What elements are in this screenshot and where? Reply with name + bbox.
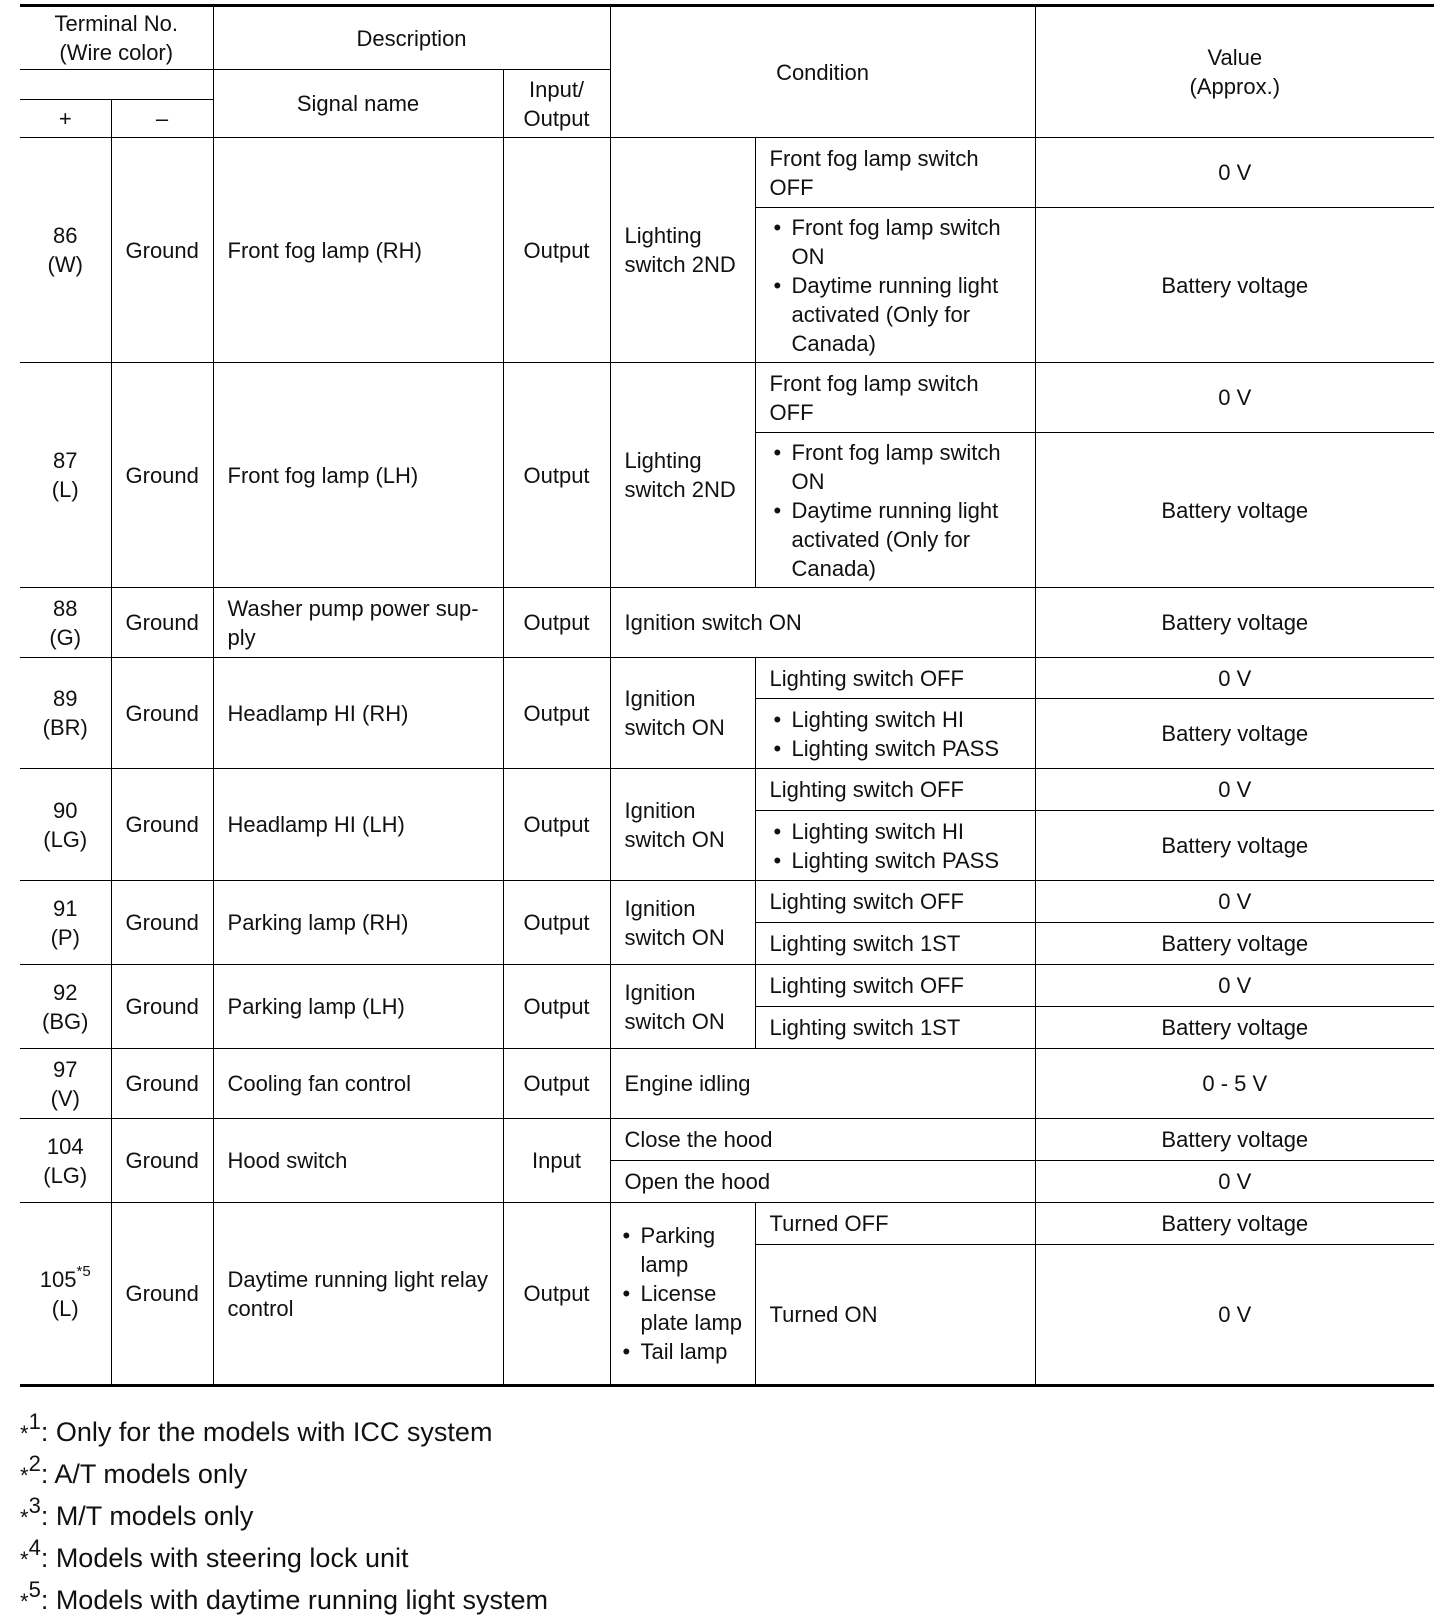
header-terminal: Terminal No. (Wire color)	[20, 6, 213, 70]
signal-cell: Parking lamp (RH)	[213, 881, 503, 965]
signal-cell: Headlamp HI (LH)	[213, 769, 503, 881]
io-cell: Output	[503, 1049, 610, 1119]
value-cell: 0 V	[1035, 138, 1434, 208]
minus-cell: Ground	[111, 1119, 213, 1203]
signal-cell: Front fog lamp (RH)	[213, 138, 503, 363]
list-item: • Parking lamp	[641, 1221, 749, 1279]
value-cell: Battery voltage	[1035, 1203, 1434, 1245]
io-cell: Output	[503, 658, 610, 769]
signal-cell: Cooling fan control	[213, 1049, 503, 1119]
sub-condition-cell	[755, 433, 1035, 588]
value-cell: 0 - 5 V	[1035, 1049, 1434, 1119]
condition-cell: Lighting switch 2ND	[610, 138, 755, 363]
footnote: *$^4$: Models with steering lock unit	[20, 1535, 409, 1573]
terminal-cell: 89 (BR)	[20, 658, 111, 769]
sub-condition-cell	[755, 208, 1035, 363]
header-condition: Condition	[610, 6, 1035, 138]
table-row	[20, 1049, 1434, 1119]
sub-condition-cell: Lighting switch OFF	[755, 965, 1035, 1007]
condition-cell: Ignition switch ON	[610, 881, 755, 965]
condition-cell: Ignition switch ON	[610, 769, 755, 881]
sub-condition-cell: Front fog lamp switch OFF	[755, 363, 1035, 433]
condition-cell: Close the hood	[610, 1119, 1035, 1161]
header-io: Input/ Output	[503, 70, 610, 138]
header-value: Value (Approx.)	[1035, 6, 1434, 138]
minus-cell: Ground	[111, 658, 213, 769]
signal-cell: Headlamp HI (RH)	[213, 658, 503, 769]
condition-cell: Ignition switch ON	[610, 965, 755, 1049]
table-row	[20, 658, 1434, 699]
terminal-cell: 91 (P)	[20, 881, 111, 965]
sub-condition-cell: Turned OFF	[755, 1203, 1035, 1245]
value-cell: Battery voltage	[1035, 1119, 1434, 1161]
header-terminal-spacer	[20, 70, 213, 100]
list-item: • Front fog lamp switch ON	[792, 213, 1021, 271]
table-row	[20, 588, 1434, 658]
footnote: *$^2$: A/T models only	[20, 1451, 248, 1489]
value-cell: 0 V	[1035, 1245, 1434, 1386]
sub-condition-cell	[755, 811, 1035, 881]
header-plus: +	[20, 100, 111, 138]
list-item: • Daytime running light activated (Only for Canada)	[792, 496, 1021, 583]
terminal-cell: 86 (W)	[20, 138, 111, 363]
table-row	[20, 1119, 1434, 1161]
value-cell: 0 V	[1035, 881, 1434, 923]
terminal-cell: 104 (LG)	[20, 1119, 111, 1203]
header-signal-name: Signal name	[213, 70, 503, 138]
minus-cell: Ground	[111, 1203, 213, 1386]
minus-cell: Ground	[111, 881, 213, 965]
io-cell: Output	[503, 769, 610, 881]
io-cell: Output	[503, 965, 610, 1049]
minus-cell: Ground	[111, 363, 213, 588]
minus-cell: Ground	[111, 769, 213, 881]
value-cell: Battery voltage	[1035, 433, 1434, 588]
condition-cell: Ignition switch ON	[610, 658, 755, 769]
value-cell: Battery voltage	[1035, 208, 1434, 363]
list-item: • Tail lamp	[641, 1337, 749, 1366]
list-item: • Lighting switch PASS	[792, 734, 1021, 763]
table-row	[20, 965, 1434, 1007]
sub-condition-cell: Lighting switch 1ST	[755, 923, 1035, 965]
value-cell: Battery voltage	[1035, 588, 1434, 658]
list-item: • Lighting switch HI	[792, 705, 1021, 734]
list-item: • Front fog lamp switch ON	[792, 438, 1021, 496]
value-cell: Battery voltage	[1035, 699, 1434, 769]
minus-cell: Ground	[111, 588, 213, 658]
footnote: *$^1$: Only for the models with ICC system	[20, 1409, 493, 1447]
minus-cell: Ground	[111, 965, 213, 1049]
value-cell: 0 V	[1035, 769, 1434, 811]
terminal-cell: 87 (L)	[20, 363, 111, 588]
io-cell: Output	[503, 1203, 610, 1386]
value-cell: Battery voltage	[1035, 1007, 1434, 1049]
sub-condition-cell	[755, 699, 1035, 769]
io-cell: Output	[503, 138, 610, 363]
sub-condition-cell: Front fog lamp switch OFF	[755, 138, 1035, 208]
sub-condition-cell: Lighting switch 1ST	[755, 1007, 1035, 1049]
condition-cell	[610, 1203, 755, 1386]
value-cell: 0 V	[1035, 965, 1434, 1007]
table-row	[20, 138, 1434, 208]
terminal-cell: 97 (V)	[20, 1049, 111, 1119]
sub-condition-cell: Turned ON	[755, 1245, 1035, 1386]
table-row	[20, 769, 1434, 811]
sub-condition-cell: Lighting switch OFF	[755, 769, 1035, 811]
list-item: • Daytime running light activated (Only for Canada)	[792, 271, 1021, 358]
header-description: Description	[213, 6, 610, 70]
value-cell: Battery voltage	[1035, 811, 1434, 881]
footnote: *$^5$: Models with daytime running light system	[20, 1577, 549, 1615]
minus-cell: Ground	[111, 1049, 213, 1119]
list-item: • Lighting switch HI	[792, 817, 1021, 846]
terminal-cell: 90 (LG)	[20, 769, 111, 881]
terminal-cell: 92 (BG)	[20, 965, 111, 1049]
minus-cell: Ground	[111, 138, 213, 363]
value-cell: 0 V	[1035, 1161, 1434, 1203]
signal-cell: Daytime running light relay control	[213, 1203, 503, 1386]
sub-condition-cell: Lighting switch OFF	[755, 658, 1035, 699]
signal-cell: Hood switch	[213, 1119, 503, 1203]
footnote: *$^3$: M/T models only	[20, 1493, 254, 1531]
footnotes	[20, 1409, 549, 1622]
value-cell: 0 V	[1035, 658, 1434, 699]
list-item: • Lighting switch PASS	[792, 846, 1021, 875]
io-cell: Output	[503, 588, 610, 658]
terminal-cell: 105$^{*5}$ (L)	[20, 1203, 111, 1386]
condition-cell: Ignition switch ON	[610, 588, 1035, 658]
signal-cell: Washer pump power sup-ply	[213, 588, 503, 658]
list-item: • License plate lamp	[641, 1279, 749, 1337]
value-cell: 0 V	[1035, 363, 1434, 433]
footnote-ref: *5	[76, 1263, 91, 1281]
signal-cell: Front fog lamp (LH)	[213, 363, 503, 588]
header-minus: –	[111, 100, 213, 138]
table-row	[20, 1203, 1434, 1245]
table-row	[20, 881, 1434, 923]
terminal-cell: 88 (G)	[20, 588, 111, 658]
condition-cell: Lighting switch 2ND	[610, 363, 755, 588]
io-cell: Output	[503, 363, 610, 588]
io-cell: Input	[503, 1119, 610, 1203]
terminal-spec-table	[20, 4, 1434, 1387]
condition-cell: Open the hood	[610, 1161, 1035, 1203]
signal-cell: Parking lamp (LH)	[213, 965, 503, 1049]
sub-condition-cell: Lighting switch OFF	[755, 881, 1035, 923]
header-row-1	[20, 6, 1434, 70]
io-cell: Output	[503, 881, 610, 965]
value-cell: Battery voltage	[1035, 923, 1434, 965]
condition-cell: Engine idling	[610, 1049, 1035, 1119]
table-row	[20, 363, 1434, 433]
